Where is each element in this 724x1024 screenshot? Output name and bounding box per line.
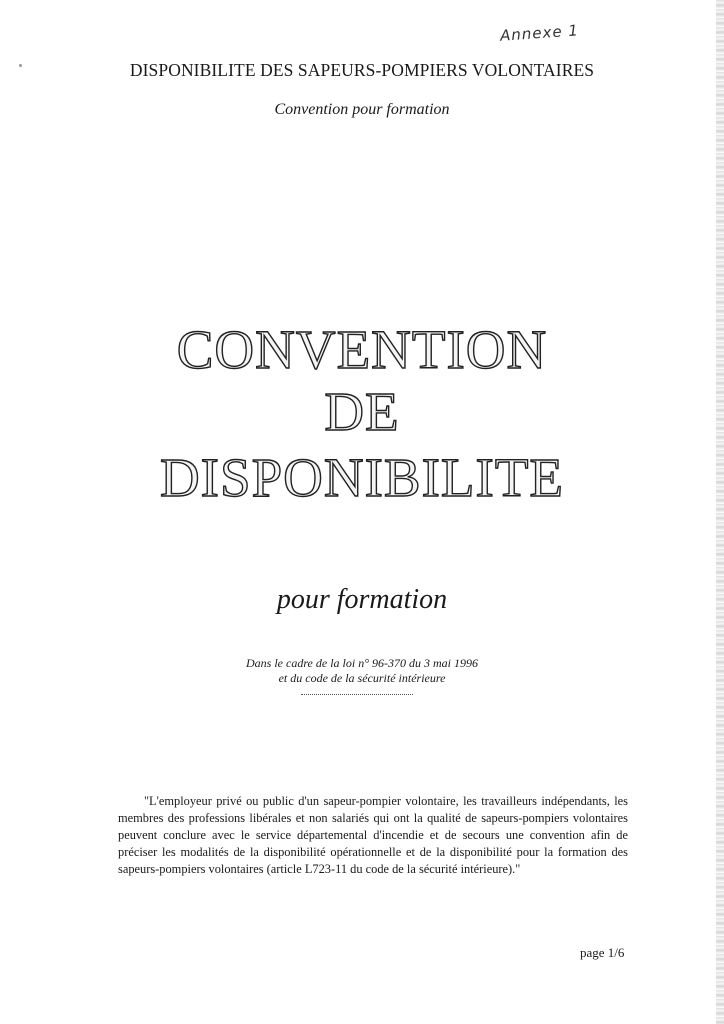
scan-edge-artifact [716,0,724,1024]
handwritten-annotation: Annexe 1 [499,21,580,45]
legal-reference-line-1: Dans le cadre de la loi n° 96-370 du 3 mai 1996 [246,656,478,670]
title-subtitle: pour formation [276,584,448,615]
main-title-line-1: CONVENTION [176,319,548,380]
page-number: page 1/6 [580,945,625,960]
legal-quote-paragraph: "L'employeur privé ou public d'un sapeur-pompier volontaire, les travailleurs indépendants, les membres des professions libérales et non salariés qui ont la qualité de sapeurs-pompiers volontaires peuvent conclure avec le service départemental d'incendie et de secours une convention afin de préciser les modalités de la disponibilité opérationnelle et de la disponibilité pour la formation des sapeurs-pompiers volontaires (article L723-11 du code de la sécurité intérieure)." [118,794,628,876]
document-header-subtitle: Convention pour formation [274,101,450,118]
main-title-line-3: DISPONIBILITE [159,447,565,508]
main-title-line-2: DE [324,381,400,442]
document-header-title: DISPONIBILITE DES SAPEURS-POMPIERS VOLONTAIRES [129,60,595,80]
dotted-divider [301,694,413,695]
legal-reference-line-2: et du code de la sécurité intérieure [278,671,446,685]
